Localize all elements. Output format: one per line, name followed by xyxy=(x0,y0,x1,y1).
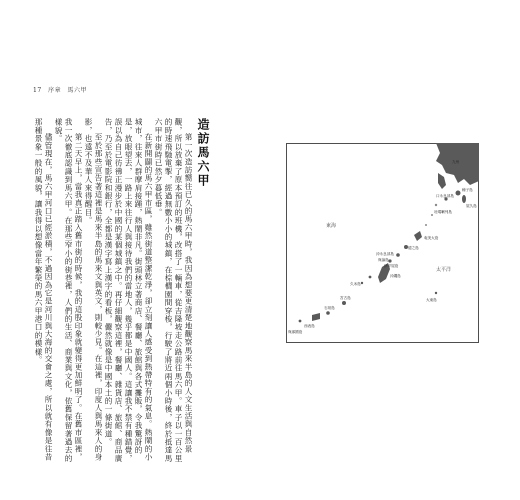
island-marker xyxy=(396,253,400,257)
paragraph: 至於那些宣告著這裡是馬來半島的馬來文與英文，則較少見。在這裡，印度人與馬來人的身影，也遠不及華人來得醒目。 xyxy=(84,118,103,462)
place-label: 九州 xyxy=(452,160,460,164)
place-label: 奄美大島 xyxy=(424,236,439,240)
place-label: 久米島 xyxy=(350,282,361,286)
place-label: 與論島 xyxy=(378,258,389,262)
place-label: 西表島 xyxy=(304,324,315,328)
amami-island xyxy=(414,231,422,241)
island-marker xyxy=(435,204,437,206)
place-label: 吐噶喇列島 xyxy=(434,210,452,214)
paragraph: 第一次造訪嚮往已久的馬六甲時，我因為想要更清楚地觀察馬來半島的人文生活與自然景觀，所以放棄了原本預訂的班機，改搭了一輛車，從吉隆坡走公路前往馬六甲。車子以一百公里的時速飛馳電掣，經過無數小小的城鎮，在棕櫚園間穿梭，行駛了將近兩個小時後，終於抵達馬六甲市街時已然夕暮低垂。 xyxy=(154,118,193,463)
island-marker xyxy=(435,292,437,294)
island-marker xyxy=(425,224,427,226)
island-marker xyxy=(326,311,330,315)
island-marker xyxy=(456,191,461,196)
place-label: 口永良部島 xyxy=(436,194,454,198)
place-label: 德之島 xyxy=(408,246,419,250)
island-marker xyxy=(361,282,363,284)
paragraph: 第二天早上，當我真正踏入舊市街的時候，我的這股印象就變得更加鮮明了。在舊市區裡，我一次徹底認識到馬六甲。在那些窄小的街巷裡，人們的生活、商業與文化，依舊保留著過去的樣貌。 xyxy=(54,118,83,463)
page-number: 17 xyxy=(33,87,42,94)
chapter-label: 序章 xyxy=(48,87,62,94)
island-marker xyxy=(431,214,433,216)
place-label: 大東島 xyxy=(426,298,437,302)
place-label: 沖繩島 xyxy=(390,274,401,278)
ryukyu-map xyxy=(286,143,479,343)
running-header xyxy=(33,85,91,94)
kyushu-peninsula xyxy=(438,173,446,189)
iriomote-island xyxy=(312,313,320,321)
island-marker xyxy=(462,195,466,203)
place-label: 屋久島 xyxy=(466,204,477,208)
body-text xyxy=(31,118,193,468)
place-label: 石垣島 xyxy=(324,306,335,310)
sea-label: 東海 xyxy=(326,223,337,229)
island-marker xyxy=(342,301,346,305)
place-label: 宮古島 xyxy=(340,296,351,300)
paragraph: 在新開闢的馬六甲市區，雖然街道整潔乾淨，卻立刻讓人感受到熱帶特有的氣息。熱鬧的小城市，往來人群摩肩接踵，熱鬧非凡。街頭林立著商店、餐廳、旅館與各式攤販，令我驚訝的是，放眼望去，一路上來往行人與接待我們的當地人，幾乎都是中國人。這讓我不禁有種錯覺，誤以為自己彷彿正漫步於中國的某個城鎮之中。再仔細觀察這裡，餐廳、雜貨店、旅館、商品廣告，乃至於電影院和銀行，全都是漢字寫上漢字的看板，儼然就像是中國本土的一條街道。 xyxy=(104,118,153,463)
island-marker xyxy=(388,259,391,262)
island-marker xyxy=(369,276,372,279)
section-title: 造訪馬六甲 xyxy=(196,118,210,188)
island-marker xyxy=(299,320,302,323)
chapter-title: 馬六甲 xyxy=(67,87,88,94)
paragraph: 儘管現在，馬六甲河口已經淤積，不過因為它是河川與大海的交會之處，所以就有像是往昔那種景象一般的風貌，讓我得以想像當年繁榮的馬六甲港口的模樣。 xyxy=(34,118,53,462)
place-label: 沖永良部島 xyxy=(376,252,394,256)
place-label: 與那國島 xyxy=(288,330,303,334)
place-label: 伊平屋島 xyxy=(384,264,399,268)
place-label: 種子島 xyxy=(462,188,473,192)
sea-label: 太平洋 xyxy=(436,267,452,273)
